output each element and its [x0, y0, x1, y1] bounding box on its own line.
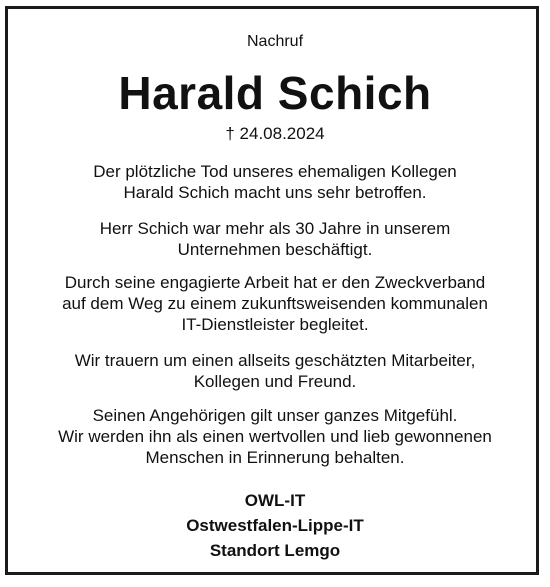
paragraph-line: IT-Dienstleister begleitet.: [181, 315, 369, 334]
death-date: † 24.08.2024: [225, 124, 325, 143]
signature-block: [0, 488, 550, 563]
organization-full-name: Ostwestfalen-Lippe-IT: [186, 516, 364, 535]
paragraph-line: Kollegen und Freund.: [193, 372, 357, 391]
deceased-name: Harald Schich: [118, 67, 432, 119]
paragraph-line: Herr Schich war mehr als 30 Jahre in unserem: [99, 219, 451, 238]
paragraph-line: auf dem Weg zu einem zukunftsweisenden kommunalen: [62, 294, 488, 313]
paragraph-1: [0, 161, 550, 203]
paragraph-line: Der plötzliche Tod unseres ehemaligen Kollegen: [93, 162, 457, 181]
organization-short-name: OWL-IT: [244, 491, 306, 510]
notice-heading: Nachruf: [246, 33, 304, 50]
paragraph-line: Wir werden ihn als einen wertvollen und lieb gewonnenen: [58, 427, 492, 446]
paragraph-line: Unternehmen beschäftigt.: [177, 240, 373, 259]
paragraph-line: Harald Schich macht uns sehr betroffen.: [123, 183, 427, 202]
paragraph-4: [0, 350, 550, 392]
paragraph-2: [0, 218, 550, 260]
paragraph-line: Seinen Angehörigen gilt unser ganzes Mitgefühl.: [92, 406, 458, 425]
paragraph-3: [0, 272, 550, 335]
paragraph-line: Durch seine engagierte Arbeit hat er den Zweckverband: [64, 273, 486, 292]
paragraph-line: Menschen in Erinnerung behalten.: [145, 448, 405, 467]
paragraph-5: [0, 405, 550, 468]
organization-location: Standort Lemgo: [209, 541, 341, 560]
paragraph-line: Wir trauern um einen allseits geschätzten Mitarbeiter,: [74, 351, 476, 370]
